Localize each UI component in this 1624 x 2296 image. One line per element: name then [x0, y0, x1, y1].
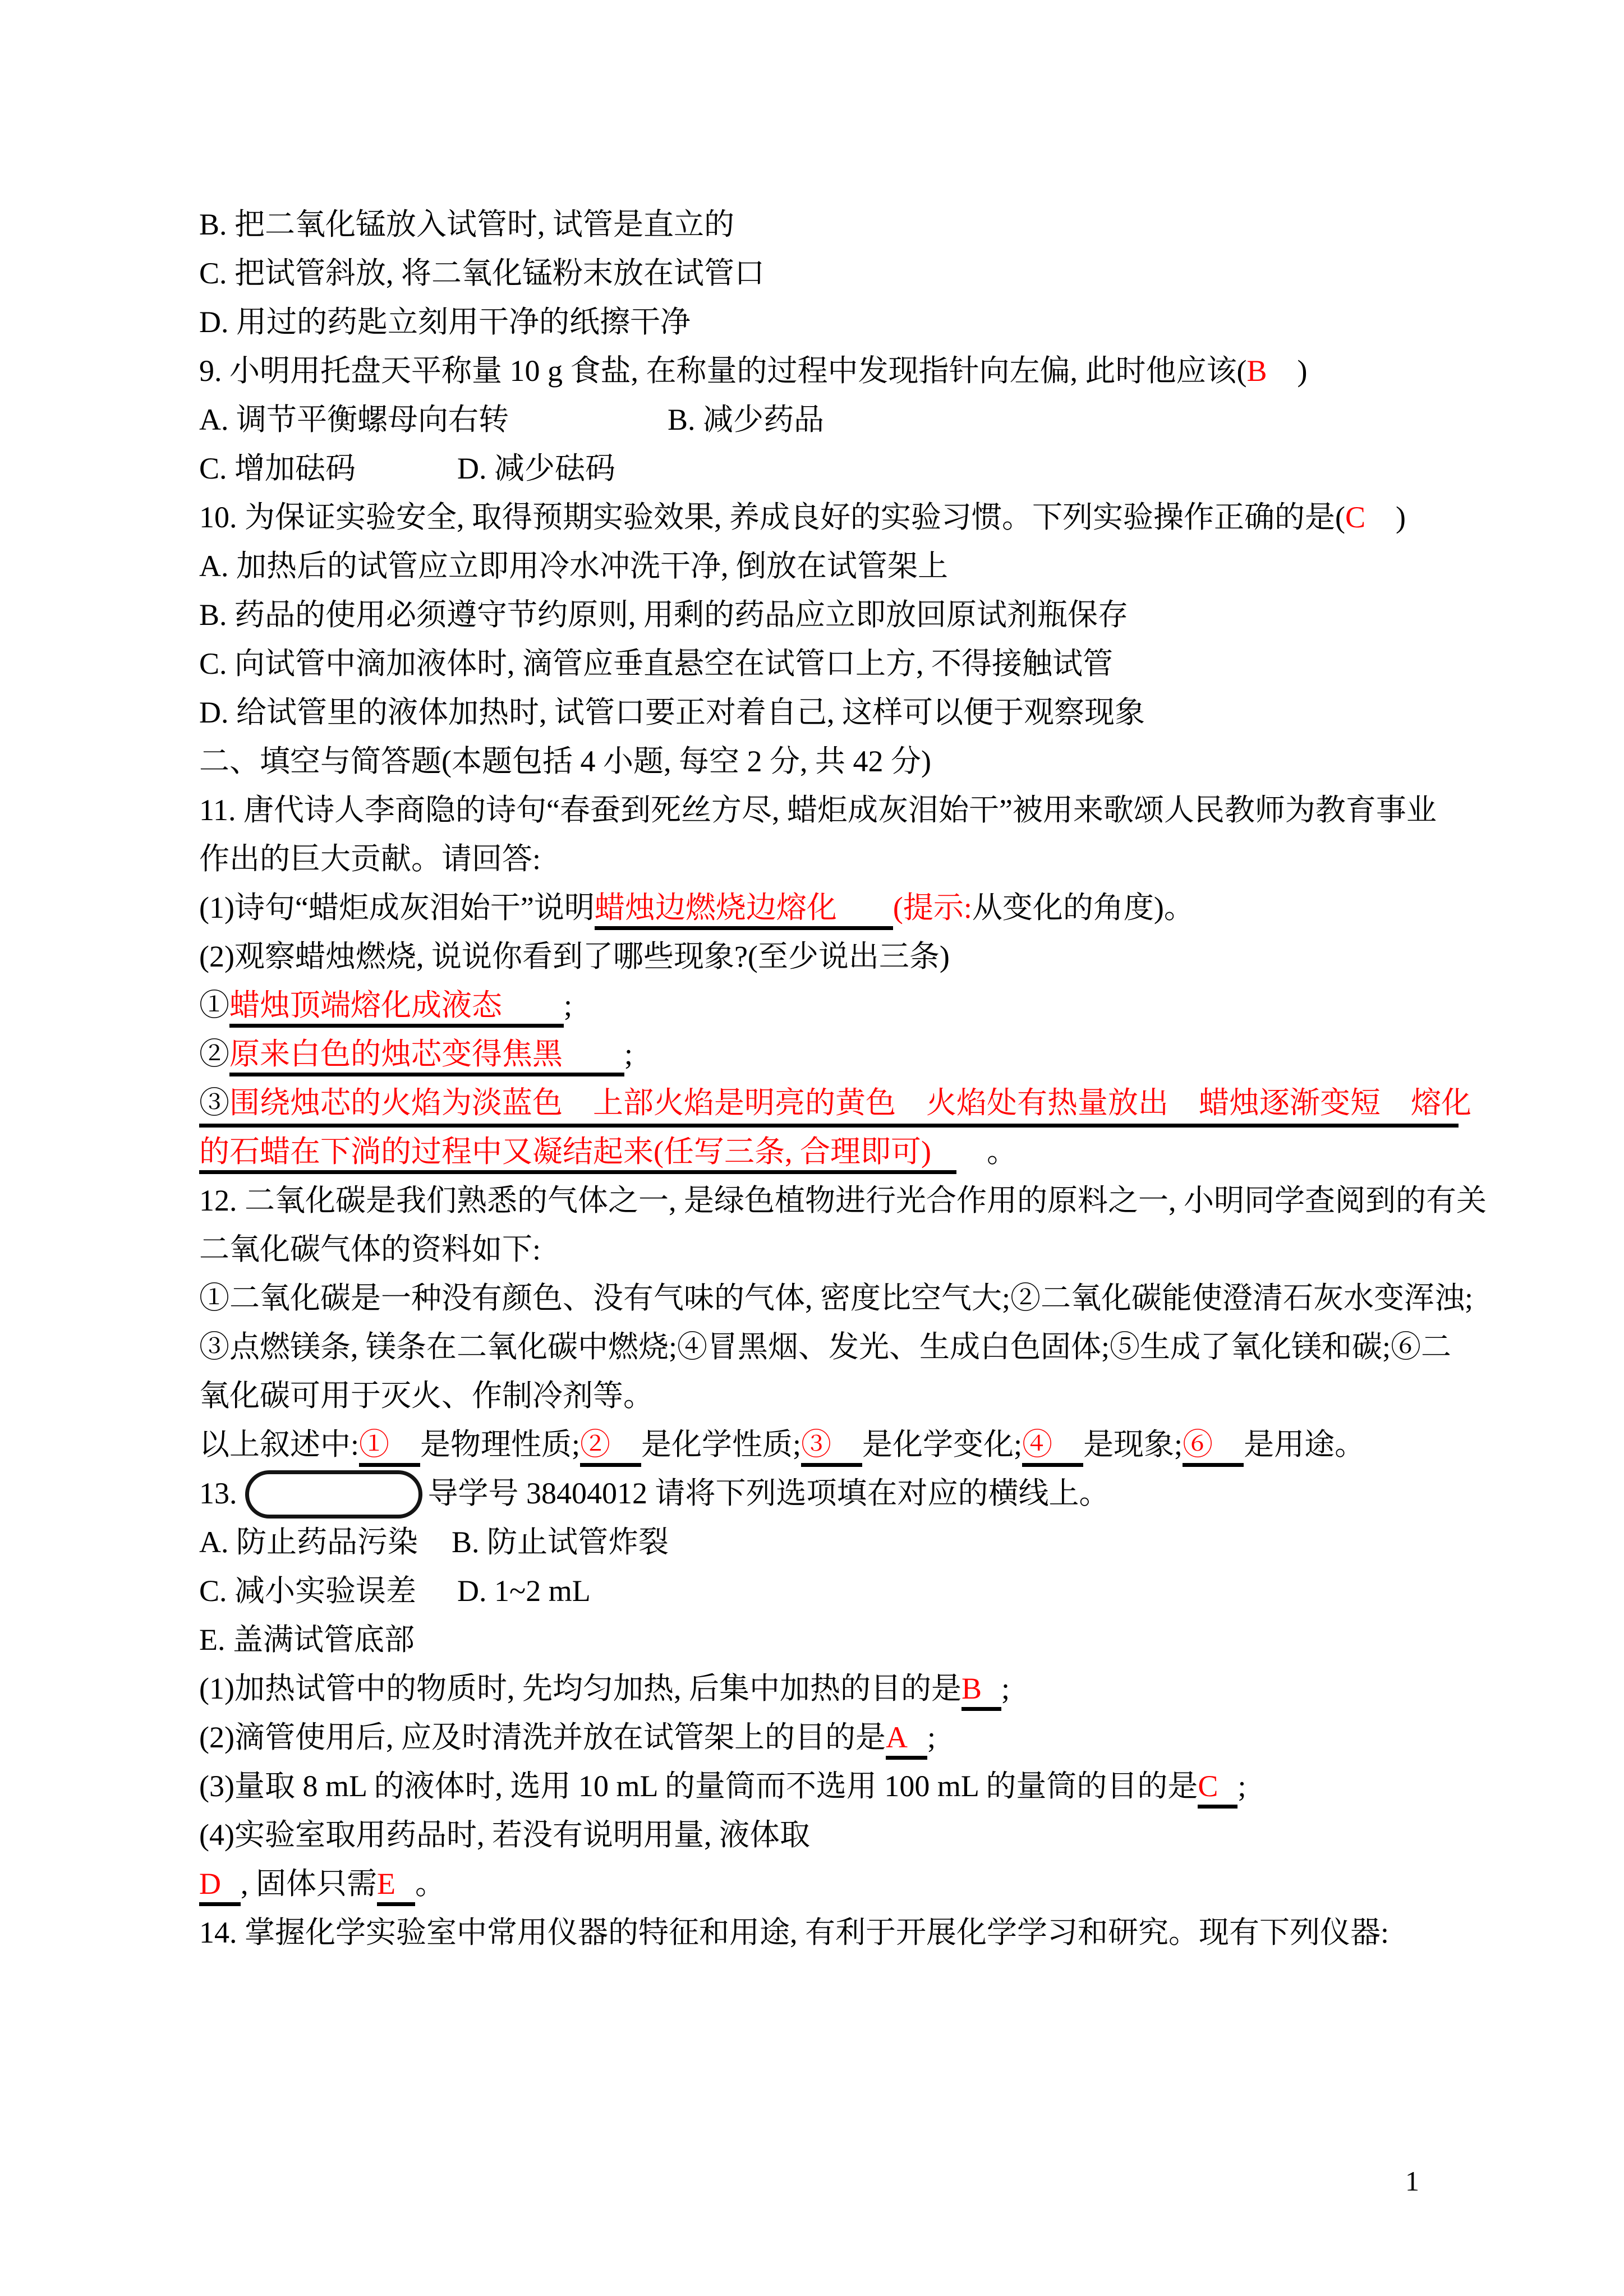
option-e-q13: [199, 1616, 1459, 1664]
text-segment: ①: [199, 988, 229, 1022]
text-segment: 是现象;: [1083, 1428, 1183, 1461]
text-segment: 原来白色的烛芯变得焦黑: [229, 1037, 624, 1076]
text-segment: 。: [956, 1135, 1017, 1168]
section-2-header: [199, 737, 1459, 786]
option-c-q10: [199, 639, 1459, 688]
text-segment: A. 加热后的试管应立即用冷水冲洗干净, 倒放在试管架上: [199, 549, 948, 583]
text-segment: 13.: [199, 1476, 237, 1510]
text-segment: ④: [1022, 1428, 1083, 1467]
text-segment: B. 减少药品: [668, 403, 825, 436]
question-14: [199, 1908, 1459, 1957]
page-number: 1: [1405, 2165, 1419, 2197]
text-segment: ): [1365, 500, 1406, 534]
text-segment: (提示:: [892, 891, 972, 924]
text-segment: B: [1246, 354, 1267, 388]
text-segment: ③: [199, 1086, 229, 1120]
question-11-cont: [199, 835, 1459, 884]
text-segment: A. 调节平衡螺母向右转: [199, 403, 509, 436]
q12-info-3: [199, 1372, 1459, 1420]
text-segment: D. 用过的药匙立刻用干净的纸擦干净: [199, 305, 691, 339]
text-segment: ②: [580, 1428, 641, 1467]
text-segment: ;: [1001, 1672, 1010, 1705]
text-segment: ;: [624, 1037, 633, 1071]
q11-answer-3: [199, 1079, 1471, 1128]
q12-answer-line: [199, 1420, 1459, 1469]
q12-info-2: [199, 1323, 1459, 1372]
text-segment: C. 减小实验误差: [199, 1574, 417, 1608]
q13-part4: [199, 1811, 1459, 1860]
text-segment: 蜡烛顶端熔化成液态: [229, 988, 564, 1028]
text-segment: D. 给试管里的液体加热时, 试管口要正对着自己, 这样可以便于观察现象: [199, 696, 1145, 729]
option-b-q8: [199, 200, 1459, 249]
text-segment: A. 防止药品污染: [199, 1525, 418, 1559]
text-segment: (2)滴管使用后, 应及时清洗并放在试管架上的目的是: [199, 1720, 886, 1754]
text-segment: ③点燃镁条, 镁条在二氧化碳中燃烧;④冒黑烟、发光、生成白色固体;⑤生成了氧化镁和碳;⑥二: [199, 1330, 1452, 1364]
text-segment: B. 防止试管炸裂: [452, 1525, 669, 1559]
options-cd-q9: [199, 444, 1459, 493]
text-segment: C: [1345, 500, 1366, 534]
q11-part1: [199, 884, 1459, 932]
text-segment: A: [886, 1720, 927, 1760]
text-segment: 是化学变化;: [862, 1428, 1023, 1461]
text-segment: (2)观察蜡烛燃烧, 说说你看到了哪些现象?(至少说出三条): [199, 940, 950, 973]
text-segment: 以上叙述中:: [199, 1428, 360, 1461]
text-segment: 12. 二氧化碳是我们熟悉的气体之一, 是绿色植物进行光合作用的原料之一, 小明同学查阅到的有关: [199, 1184, 1487, 1217]
text-segment: 。: [415, 1867, 445, 1901]
text-segment: ): [1267, 354, 1308, 388]
option-c-q8: [199, 249, 1459, 298]
text-segment: 围绕烛芯的火焰为淡蓝色 上部火焰是明亮的黄色 火焰处有热量放出 蜡烛逐渐变短 熔化: [229, 1086, 1471, 1120]
options-ab-q13: [199, 1518, 1459, 1567]
q12-info-1: [199, 1274, 1474, 1323]
text-segment: 的石蜡在下淌的过程中又凝结起来(任写三条, 合理即可): [199, 1135, 956, 1174]
question-9: [199, 347, 1459, 395]
text-segment: D. 1~2 mL: [457, 1574, 591, 1608]
text-segment: C. 把试管斜放, 将二氧化锰粉末放在试管口: [199, 256, 765, 290]
text-segment: ;: [927, 1720, 936, 1754]
text-segment: D. 减少砝码: [457, 452, 615, 485]
text-segment: B. 药品的使用必须遵守节约原则, 用剩的药品应立即放回原试剂瓶保存: [199, 598, 1129, 632]
text-segment: 9. 小明用托盘天平称量 10 g 食盐, 在称量的过程中发现指针向左偏, 此时他应该(: [199, 354, 1247, 388]
text-segment: 作出的巨大贡献。请回答:: [199, 842, 541, 876]
options-ab-q9: [199, 395, 1459, 444]
text-segment: 蜡烛边燃烧边熔化: [595, 891, 893, 930]
option-a-q10: [199, 542, 1459, 591]
text-segment: B: [961, 1672, 1001, 1711]
text-segment: E. 盖满试管底部: [199, 1623, 415, 1657]
text-segment: 11. 唐代诗人李商隐的诗句“春蚕到死丝方尽, 蜡炬成灰泪始干”被用来歌颂人民教师为教育事业: [199, 793, 1437, 827]
text-segment: 10. 为保证实验安全, 取得预期实验效果, 养成良好的实验习惯。下列实验操作正确的是(: [199, 500, 1345, 534]
text-segment: E: [377, 1867, 415, 1906]
text-segment: C. 增加砝码: [199, 452, 356, 485]
q13-part2: [199, 1713, 1459, 1762]
text-segment: ①二氧化碳是一种没有颜色、没有气味的气体, 密度比空气大;②二氧化碳能使澄清石灰水变浑浊;: [199, 1281, 1474, 1315]
question-12-cont: [199, 1225, 1459, 1274]
q11-answer-2: [199, 1030, 1459, 1079]
q11-answer-3-cont: [199, 1128, 1459, 1176]
text-segment: 是化学性质;: [641, 1428, 802, 1461]
q11-part2: [199, 932, 1459, 981]
question-12: [199, 1176, 1487, 1225]
text-segment: 二氧化碳气体的资料如下:: [199, 1232, 541, 1266]
text-segment: (1)加热试管中的物质时, 先均匀加热, 后集中加热的目的是: [199, 1672, 961, 1705]
question-11: [199, 786, 1459, 835]
daoxuehao-badge: [245, 1470, 422, 1519]
text-segment: 从变化的角度)。: [972, 891, 1194, 924]
question-13: [199, 1469, 1459, 1518]
text-segment: C: [1198, 1769, 1237, 1809]
text-segment: (3)量取 8 mL 的液体时, 选用 10 mL 的量筒而不选用 100 mL 的量筒的目的是: [199, 1769, 1198, 1803]
q13-part1: [199, 1664, 1459, 1713]
text-segment: 二、填空与简答题(本题包括 4 小题, 每空 2 分, 共 42 分): [199, 744, 931, 778]
text-segment: 导学号 38404012 请将下列选项填在对应的横线上。: [427, 1476, 1110, 1510]
text-segment: ⑥: [1183, 1428, 1244, 1467]
text-segment: ③: [801, 1428, 862, 1467]
text-segment: (4)实验室取用药品时, 若没有说明用量, 液体取: [199, 1818, 810, 1852]
option-d-q10: [199, 688, 1459, 737]
text-segment: 是物理性质;: [420, 1428, 581, 1461]
text-segment: ;: [1237, 1769, 1246, 1803]
q13-part4-cont: [199, 1860, 1459, 1908]
document-content: [199, 200, 1487, 1957]
question-10: [199, 493, 1459, 542]
q11-answer-1: [199, 981, 1459, 1030]
text-segment: , 固体只需: [241, 1867, 377, 1901]
text-segment: B. 把二氧化锰放入试管时, 试管是直立的: [199, 208, 735, 241]
q13-part3: [199, 1762, 1459, 1811]
text-segment: C. 向试管中滴加液体时, 滴管应垂直悬空在试管口上方, 不得接触试管: [199, 647, 1114, 680]
text-segment: 14. 掌握化学实验室中常用仪器的特征和用途, 有利于开展化学学习和研究。现有下列仪器:: [199, 1916, 1389, 1949]
option-b-q10: [199, 591, 1459, 639]
text-segment: ①: [359, 1428, 420, 1467]
text-segment: (1)诗句“蜡炬成灰泪始干”说明: [199, 891, 595, 924]
option-d-q8: [199, 298, 1459, 347]
text-segment: 氧化碳可用于灭火、作制冷剂等。: [199, 1379, 654, 1412]
options-cd-q13: [199, 1567, 1459, 1616]
text-segment: D: [199, 1867, 241, 1906]
text-segment: 是用途。: [1244, 1428, 1365, 1461]
text-segment: ;: [564, 988, 573, 1022]
text-segment: ②: [199, 1037, 229, 1071]
